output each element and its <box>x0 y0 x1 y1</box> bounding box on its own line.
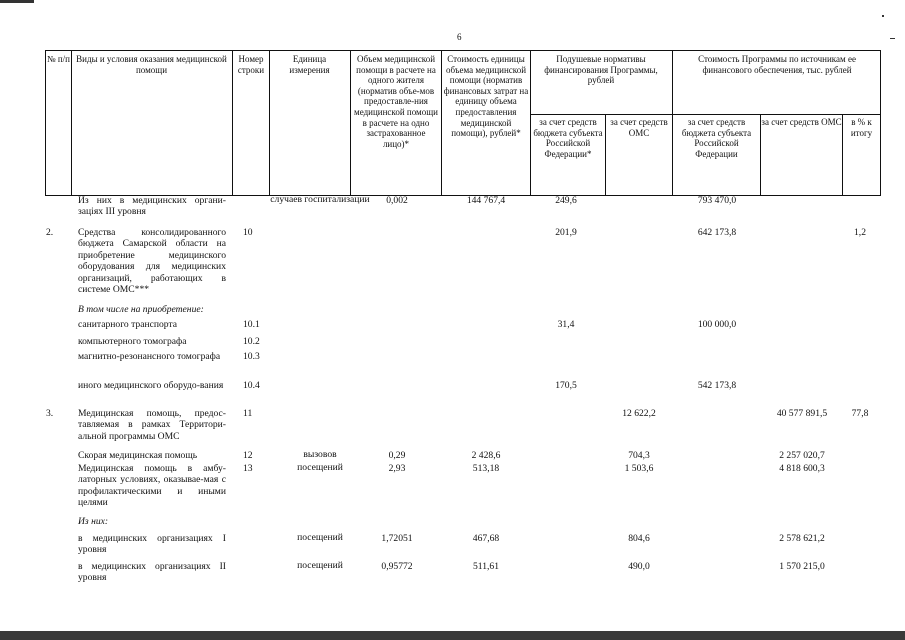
cell-row: 10.4 <box>243 380 260 391</box>
header-percapita: Подушевые нормативы финансирования Программы, рублей <box>544 54 658 86</box>
cell-volume: 0,95772 <box>381 561 413 572</box>
cell-desc: в медицинских организациях II уровня <box>78 561 226 584</box>
cell-desc: Из них: <box>78 516 109 527</box>
scan-mark <box>0 0 34 3</box>
cell-pc-budget: 31,4 <box>557 319 575 330</box>
header-program: Стоимость Программы по источникам ее финансового обеспечения, тыс. рублей <box>698 54 856 75</box>
cell-row: 10 <box>243 227 253 238</box>
cell-unit: случаев госпитализации <box>270 194 370 205</box>
rule <box>71 50 72 196</box>
cell-pr-oms: 1 570 215,0 <box>779 561 825 572</box>
cell-volume: 1,72051 <box>381 533 413 544</box>
cell-pc-oms: 804,6 <box>628 533 650 544</box>
cell-unit: посещений <box>297 462 343 473</box>
cell-num: 3. <box>46 408 54 419</box>
scan-mark <box>882 15 884 17</box>
cell-desc: магнитно-резонансного томографа <box>78 351 221 362</box>
table-header <box>45 50 881 195</box>
cell-pc-budget: 201,9 <box>555 227 577 238</box>
cell-unit: посещений <box>297 532 343 543</box>
cell-cost: 2 428,6 <box>471 450 501 461</box>
header-percapita-budget: за счет средств бюджета субъекта Российской Федерации* <box>533 117 603 159</box>
header-num: № п/п <box>47 54 70 64</box>
cell-desc: Медицинская помощь в амбу-латорных условиях, оказывае-мая с профилактическими и иными целями <box>78 463 226 509</box>
cell-pr-budget: 100 000,0 <box>697 319 737 330</box>
cell-cost: 511,61 <box>472 561 500 572</box>
header-program-oms: за счет средств ОМС <box>761 117 842 127</box>
cell-desc: В том числе на приобретение: <box>78 304 204 315</box>
page-number: 6 <box>457 32 462 42</box>
cell-desc: Из них в медицинских органи-заціях III уровня <box>78 195 226 218</box>
cell-volume: 0,002 <box>386 195 408 206</box>
cell-row: 10.2 <box>243 336 260 347</box>
rule <box>350 50 351 196</box>
cell-desc: санитарного транспорта <box>78 319 178 330</box>
cell-pr-oms: 2 257 020,7 <box>779 450 825 461</box>
cell-pc-budget: 249,6 <box>555 195 577 206</box>
cell-cost: 513,18 <box>472 463 500 474</box>
header-row: Номер строки <box>237 54 265 75</box>
cell-volume: 0,29 <box>388 450 406 461</box>
scan-edge <box>0 631 905 640</box>
header-unit: Единица измерения <box>289 54 330 75</box>
cell-row: 10.3 <box>243 351 260 362</box>
cell-pr-budget: 642 173,8 <box>697 227 737 238</box>
rule <box>441 50 442 196</box>
cell-desc: Средства консолидированного бюджета Самарской области на приобретение медицинского оборудования для медицинских организаций, работающих в системе ОМС*** <box>78 227 226 296</box>
rule <box>45 50 46 196</box>
cell-pc-oms: 704,3 <box>628 450 650 461</box>
cell-pc-budget: 170,5 <box>555 380 577 391</box>
cell-pct: 77,8 <box>851 408 869 419</box>
cell-desc: иного медицинского оборудо-вания <box>78 380 224 391</box>
cell-pr-oms: 2 578 621,2 <box>779 533 825 544</box>
rule <box>530 50 531 196</box>
cell-pct: 1,2 <box>854 227 866 238</box>
rule <box>880 50 881 196</box>
cell-cost: 144 767,4 <box>466 195 506 206</box>
rule <box>672 50 673 196</box>
cell-pr-oms: 40 577 891,5 <box>776 408 828 419</box>
cell-desc: в медицинских организациях I уровня <box>78 533 226 556</box>
cell-row: 11 <box>243 408 253 419</box>
cell-row: 12 <box>243 450 253 461</box>
header-cost: Стоимость единицы объема медицинской помощи (норматив финансовых затрат на единицу объема предоставления медицинской помощи), рублей* <box>443 54 529 139</box>
header-program-budget: за счет средств бюджета субъекта Российской Федерации <box>681 117 752 159</box>
rule <box>269 50 270 196</box>
rule <box>530 114 881 115</box>
header-program-pct: в % к итогу <box>850 117 873 138</box>
cell-desc: Медицинская помощь, предос-тавляемая в рамках Территори-альной программы ОМС <box>78 408 226 442</box>
cell-pc-oms: 12 622,2 <box>622 408 656 419</box>
cell-pc-oms: 1 503,6 <box>624 463 654 474</box>
cell-pr-budget: 793 470,0 <box>697 195 737 206</box>
cell-cost: 467,68 <box>472 533 500 544</box>
cell-unit: вызовов <box>303 449 337 460</box>
cell-row: 10.1 <box>243 319 260 330</box>
cell-volume: 2,93 <box>388 463 406 474</box>
header-volume: Объем медицинской помощи в расчете на одного жителя (норматив объе-мов предоставле-ния медицинской помощи в расчете на одно застрахованное лицо)* <box>354 54 438 149</box>
header-kind: Виды и условия оказания медицинской помощи <box>76 54 227 75</box>
scan-mark <box>890 38 895 39</box>
cell-desc: Скорая медицинская помощь <box>78 450 198 461</box>
header-percapita-oms: за счет средств ОМС <box>610 117 668 138</box>
cell-pr-budget: 542 173,8 <box>697 380 737 391</box>
cell-unit: посещений <box>297 560 343 571</box>
cell-desc: компьютерного томографа <box>78 336 187 347</box>
cell-num: 2. <box>46 227 54 238</box>
cell-row: 13 <box>243 463 253 474</box>
rule <box>45 50 881 51</box>
cell-pc-oms: 490,0 <box>628 561 650 572</box>
cell-pr-oms: 4 818 600,3 <box>779 463 825 474</box>
